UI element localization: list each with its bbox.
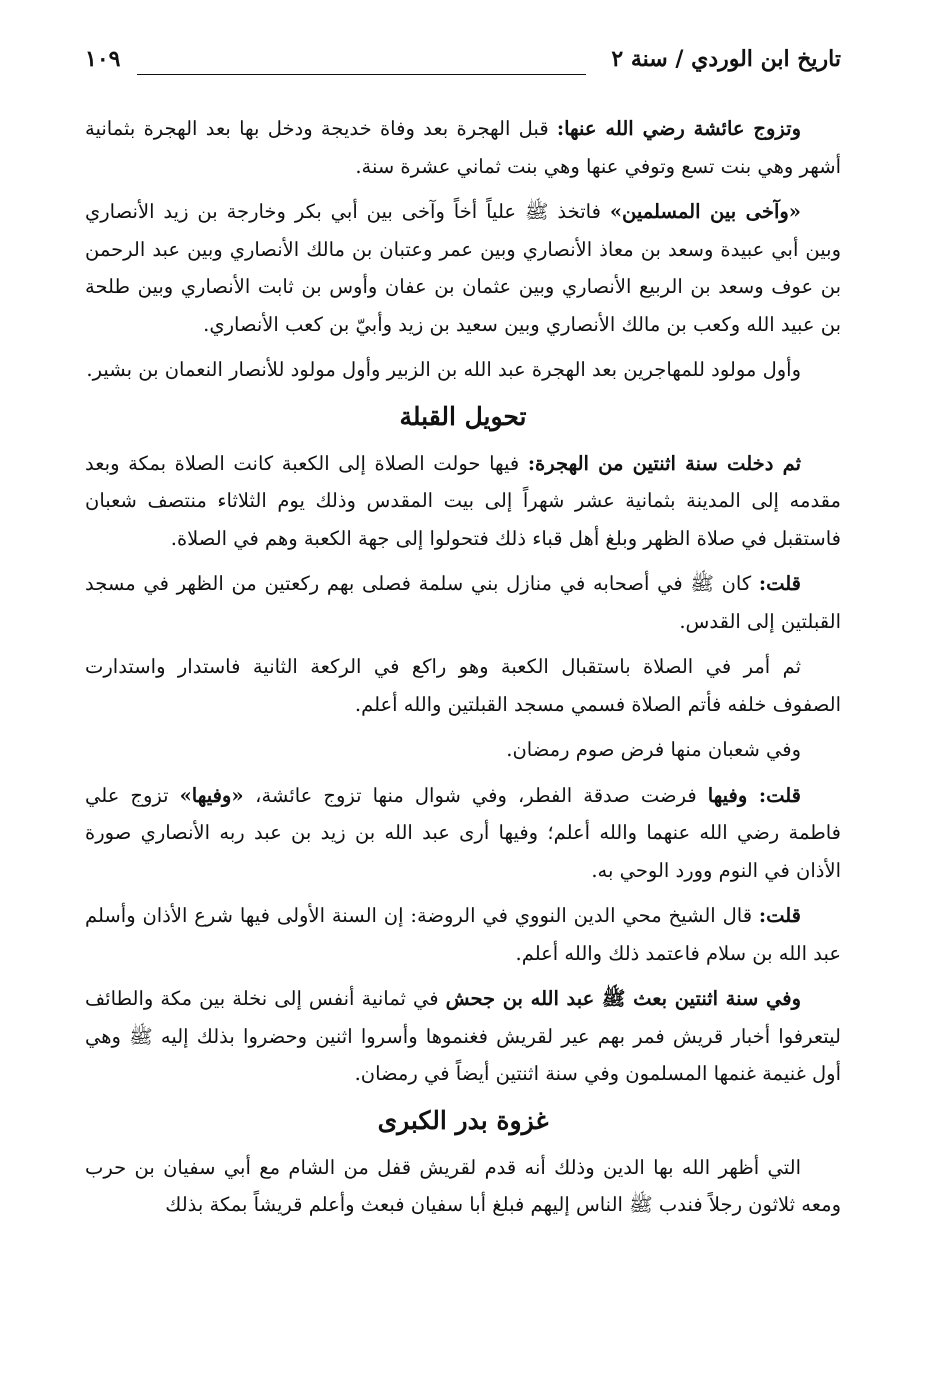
paragraph-text: ثم أمر في الصلاة باستقبال الكعبة وهو راكع في الركعة الثانية فاستدار واستدارت الصفوف خلفه فأتم الصلاة فسمي مسجد القبلتين والله أعلم. (85, 655, 841, 716)
paragraph-fitr-charity (85, 777, 841, 890)
paragraph-text: فرضت صدقة الفطر، وفي شوال منها تزوج عائشة، (255, 783, 708, 807)
paragraph-text: وأول مولود للمهاجرين بعد الهجرة عبد الله بن الزبير وأول مولود للأنصار النعمان بن بشير. (86, 358, 801, 381)
paragraph-lead: ثم دخلت سنة اثنتين من الهجرة: (527, 451, 802, 475)
page-header (85, 46, 841, 86)
paragraph-text: فيها حولت الصلاة إلى الكعبة كانت الصلاة بمكة وبعد مقدمه إلى المدينة بثمانية عشر شهراً إلى بيت المقدس وذلك يوم الثلاثاء منتصف شعبان فاستقبل في صلاة الظهر وبلغ أهل قباء ذلك فتحولوا إلى جهة الكعبة وهم في الصلاة. (85, 451, 841, 550)
paragraph-text: قال الشيخ محي الدين النووي في الروضة: إن السنة الأولى فيها شرع الأذان وأسلم عبد الله بن سلام فاعتمد ذلك والله أعلم. (85, 904, 841, 965)
paragraph-adhan (85, 897, 841, 972)
paragraph-lead: وتزوج عائشة رضي الله عنها: (556, 117, 801, 140)
page-body (85, 110, 841, 1232)
paragraph-badr (85, 1149, 841, 1224)
paragraph-qibla-change (85, 445, 841, 558)
paragraph-ramadan-fast (85, 731, 841, 769)
paragraph-kaaba-facing (85, 648, 841, 723)
paragraph-emphasis: «وفيها» (179, 783, 256, 807)
page-number: ١٠٩ (85, 46, 121, 72)
paragraph-lead: قلت: (758, 904, 801, 927)
running-title: تاريخ ابن الوردي / سنة ٢ (611, 46, 841, 72)
paragraph-text: كان ﷺ في أصحابه في منازل بني سلمة فصلى بهم ركعتين من الظهر في مسجد القبلتين إلى القدس. (85, 572, 841, 633)
paragraph-lead: قلت: (758, 572, 801, 595)
section-heading-qibla: تحويل القبلة (399, 401, 527, 431)
paragraph-text: تزوج علي فاطمة رضي الله عنهما والله أعلم؛ وفيها أرى عبد الله بن زيد بن عبد ربه الأنصاري صورة الأذان في النوم وورد الوحي به. (85, 783, 841, 882)
paragraph-text: في ثمانية أنفس إلى نخلة بين مكة والطائف ليتعرفوا أخبار قريش فمر بهم عير لقريش فغنموها وأسروا اثنين وحضروا بذلك إليه ﷺ وهي أول غنيمة غنمها المسلمون وفي سنة اثنتين أيضاً في رمضان. (85, 987, 841, 1085)
section-heading-badr: غزوة بدر الكبرى (377, 1105, 549, 1135)
paragraph-lead: «وآخى بين المسلمين» (609, 200, 801, 223)
paragraph-text: التي أظهر الله بها الدين وذلك أنه قدم لقريش قفل من الشام مع أبي سفيان بن حرب ومعه ثلاثون رجلاً فندب ﷺ الناس إليهم فبلغ أبا سفيان فبعث وأعلم قريشاً بمكة بذلك (85, 1155, 841, 1216)
paragraph-bani-salama (85, 565, 841, 640)
paragraph-text: قبل الهجرة بعد وفاة خديجة ودخل بها بعد الهجرة بثمانية أشهر وهي بنت تسع وتوفي عنها وهي بنت ثماني عشرة سنة. (85, 117, 841, 178)
paragraph-first-born (85, 351, 841, 389)
paragraph-lead: وفي سنة اثنتين بعث ﷺ عبد الله بن جحش (445, 987, 801, 1010)
paragraph-text: فاتخذ ﷺ علياً أخاً وآخى بين أبي بكر وخارجة بن زيد الأنصاري وبين أبي عبيدة وسعد بن معاذ الأنصاري وبين عمر وعتبان بن مالك الأنصاري وبين عبد الرحمن بن عوف وسعد بن الربيع الأنصاري وبين عثمان بن عفان وأوس بن ثابت الأنصاري وبين طلحة بن عبيد الله وكعب بن مالك الأنصاري وبين سعيد بن زيد وأبيّ بن كعب الأنصاري. (85, 200, 841, 336)
paragraph-text: وفي شعبان منها فرض صوم رمضان. (506, 738, 801, 761)
paragraph-aisha-marriage (85, 110, 841, 185)
paragraph-nakhla-expedition (85, 980, 841, 1093)
header-rule (137, 74, 586, 75)
paragraph-emphasis: وفيها (707, 783, 759, 807)
paragraph-lead: قلت: (758, 783, 801, 807)
paragraph-brotherhood (85, 193, 841, 343)
